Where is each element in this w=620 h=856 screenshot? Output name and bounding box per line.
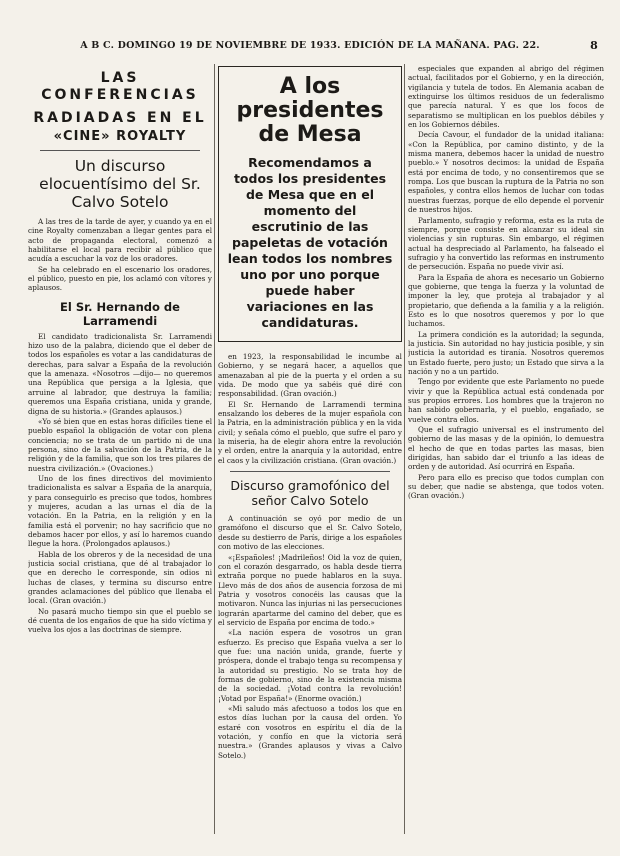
section-title-royalty: «CINE» ROYALTY [53, 129, 187, 144]
section-title-line-1: LAS CONFERENCIAS [41, 70, 199, 103]
column-divider [404, 64, 405, 834]
column-1 [28, 64, 212, 840]
headline-calvo-sotelo: Un discurso elocuentísimo del Sr. Calvo Sotelo [39, 157, 201, 211]
paragraph: «¡Españoles! ¡Madrileños! Oid la voz de quien, con el corazón desgarrado, os habla desde tierra extraña porque no puede hablaros en la suya. Llevo más de dos años de ausencia forzosa de mi Patria y vosotros conocéis las causas que la motivaron. Nunca las injurias ni las persecuciones lograrán apartarme del camino del deber, que es el servicio de España por encima de todo.» [218, 552, 402, 627]
paragraph: especiales que expanden al abrigo del régimen actual, facilitados por el Gobierno, y en la dirección, vigilancia y tutela de todos. En Alemania acaban de extinguirse los últimos residuos de un federalismo que parecía natural. Y es que los focos de separatismo se multiplican en los pueblos débiles y en los Gobiernos débiles. [408, 64, 604, 130]
headline-gramofonico: Discurso gramofónico del señor Calvo Sotelo [230, 478, 390, 509]
paragraph: Para la España de ahora es necesario un Gobierno que gobierne, que tenga la fuerza y la voluntad de imponer la ley, que proteja al trabajador y al propietario, que defienda a la familia y a la religión. Esto es lo que nosotros queremos y por lo que luchamos. [408, 272, 604, 329]
separator [230, 471, 390, 472]
paragraph: en 1923, la responsabilidad le incumbe al Gobierno, y se negará hacer, a aquellos que amenazaban al pie de la puerta y el orden a su vida. De modo que ya sabéis qué diré con responsabilidad. (Gran ovación.) [218, 352, 402, 399]
notice-box [218, 66, 402, 342]
paragraph: Que el sufragio universal es el instrumento del gobierno de las masas y de la opinión, lo demuestra el hecho de que en todas partes las masas, bien dirigidas, han sabido dar el triunfo a las ideas de orden y de autoridad. Así ocurrirá en España. [408, 425, 604, 472]
section-title-line-2: RADIADAS EN EL [33, 110, 207, 126]
header-text: A B C. DOMINGO 19 DE NOVIEMBRE DE 1933. EDICIÓN DE LA MAÑANA. PAG. 22. [80, 40, 540, 51]
paragraph: Parlamento, sufragio y reforma, esta es la ruta de siempre, porque consiste en alcanzar su ideal sin violencias y sin rupturas. Sin embargo, el régimen actual ha despreciado al Parlamento, ha falseado el sufragio y ha convertido las reformas en instrumento de persecución. España no puede vivir así. [408, 215, 604, 272]
paragraph: Habla de los obreros y de la necesidad de una justicia social cristiana, que dé al trabajador lo que en derecho le corresponde, sin odios ni luchas de clases, y termina su discurso entre grandes aclamaciones del público que llenaba el local. (Gran ovación.) [28, 549, 212, 606]
subhead-larramendi: El Sr. Hernando de Larramendi [60, 299, 180, 328]
column-2 [218, 64, 402, 840]
paragraph: A las tres de la tarde de ayer, y cuando ya en el cine Royalty comenzaban a llegar gentes para el acto de propaganda electoral, comenzó a habilitarse el local para recibir al público que acudía a escuchar la voz de los oradores. [28, 217, 212, 264]
notice-body: Recomendamos a todos los presidentes de Mesa que en el momento del escrutinio de las papeletas de votación lean todos los nombres uno por uno porque puede haber variaciones en las candidaturas. [227, 155, 393, 330]
paragraph: No pasará mucho tiempo sin que el pueblo se dé cuenta de los engaños de que ha sido víctima y vuelva los ojos a las doctrinas de siempre. [28, 606, 212, 635]
paragraph: «Yo sé bien que en estas horas difíciles tiene el pueblo español la obligación de votar con plena conciencia; no se trata de un partido ni de una persona, sino de la salvación de la Patria, de la religión y de la familia, que son los tres pilares de nuestra civilización.» (Ovaciones.) [28, 416, 212, 473]
column-3 [408, 64, 604, 840]
page-header [20, 40, 600, 56]
paragraph: Pero para ello es preciso que todos cumplan con su deber, que nadie se abstenga, que todos voten. (Gran ovación.) [408, 472, 604, 501]
separator [40, 150, 200, 151]
paragraph: El Sr. Hernando de Larramendi termina ensalzando los deberes de la mujer española con la Patria, en la administración pública y en la vida civil; y señala cómo el pueblo, que sufre el paro y la miseria, ha de elegir ahora entre la revolución y el orden, entre la anarquía y la autoridad, entre el caos y la civilización cristiana. (Gran ovación.) [218, 399, 402, 465]
paragraph: Uno de los fines directivos del movimiento tradicionalista es salvar a España de la anarquía, y para conseguirlo es preciso que todos, hombres y mujeres, acudan a las urnas el día de la votación. En la Patria, en la religión y en la familia está el porvenir; no hay sacrificio que no debamos hacer por ellos, y así lo haremos cuando llegue la hora. (Prolongados aplausos.) [28, 473, 212, 549]
paragraph: «La nación espera de vosotros un gran esfuerzo. Es preciso que España vuelva a ser lo que fue: una nación unida, grande, fuerte y próspera, donde el trabajo tenga su recompensa y la autoridad su prestigio. No se trata hoy de formas de gobierno, sino de la existencia misma de la sociedad. ¡Votad contra la revolución! ¡Votad por España!» (Enorme ovación.) [218, 628, 402, 703]
paragraph: Decía Cavour, el fundador de la unidad italiana: «Con la República, por camino distinto, y de la misma manera, debemos hacer la unidad de nuestro pueblo.» Y nosotros decimos: la unidad de España está por encima de todo, y no consentiremos que se rompa. Los que buscan la ruptura de la Patria no son españoles, y contra ellos hemos de luchar con todas nuestras fuerzas, porque de ello depende el porvenir de nuestros hijos. [408, 130, 604, 215]
notice-title: A los presidentes de Mesa [236, 74, 384, 147]
paragraph: El candidato tradicionalista Sr. Larramendi hizo uso de la palabra, diciendo que el deber de todos los españoles es votar a las candidaturas de derechas, para salvar a España de la revolución que la amenaza. «Nosotros —dijo— no queremos una República que persiga a la Iglesia, que arruine al labrador, que destruya la familia; queremos una España cristiana, unida y grande, digna de su historia.» (Grandes aplausos.) [28, 331, 212, 416]
paragraph: La primera condición es la autoridad; la segunda, la justicia. Sin autoridad no hay justicia posible, y sin justicia la autoridad es tiranía. Nosotros queremos un Estado fuerte, pero justo; un Estado que sirva a la nación y no a un partido. [408, 329, 604, 376]
column-divider [214, 64, 215, 834]
paragraph: Se ha celebrado en el escenario los oradores, el público, puesto en pie, los aclamó con vítores y aplausos. [28, 264, 212, 293]
paragraph: «Mi saludo más afectuoso a todos los que en estos días luchan por la causa del orden. Yo estaré con vosotros en espíritu el día de la votación, y confío en que la victoria será nuestra.» (Grandes aplausos y vivas a Calvo Sotelo.) [218, 704, 402, 760]
paragraph: A continuación se oyó por medio de un gramófono el discurso que el Sr. Calvo Sotelo, desde su destierro de París, dirige a los españoles con motivo de las elecciones. [218, 514, 402, 552]
paragraph: Tengo por evidente que este Parlamento no puede vivir y que la República actual está condenada por sus propios errores. Los hombres que la trajeron no han sabido gobernarla, y el pueblo, engañado, se vuelve contra ellos. [408, 377, 604, 424]
page-mark: 8 [590, 39, 598, 52]
